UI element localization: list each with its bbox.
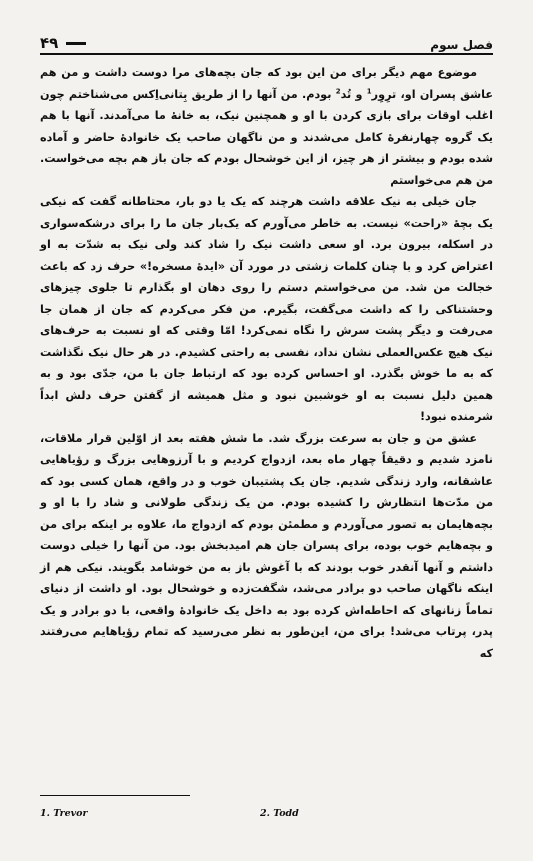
footnote-ref: 2 xyxy=(335,86,341,95)
header-dash xyxy=(66,42,86,45)
paragraph: عشق من و جان به سرعت بزرگ شد. ما شش هفته بعد از اوّلین قرار ملاقات، نامزد شدیم و دقیقاً چهار ماه بعد، ازدواج کردیم و با آرزوهایی بزرگ و رؤیاهایی عاشقانه، وارد زندگی شدیم. جان یک پشتیبان خوب و در واقع، همان کسی بود که من مدّت‌ها انتظارش را کشیده بودم. من یک زندگی طولانی و شاد را با او و بچه‌هایمان به تصور می‌آوردم و مطمئن بودم که ازدواج ما، علاوه بر اینکه برای من و بچه‌هایم خوب بوده، برای پسران جان هم امیدبخش بود. من آنها را خیلی دوست داشتم و آنها آنقدر خوب بودند که با آغوش باز به من خوشامد بگویند. نیکی هم از اینکه ناگهان صاحب دو برادر می‌شد، شگفت‌زده و خوشحال بود. او داشت از دنیای تماماً زنانهای که احاطه‌اش کرده بود به داخل یک خانوادهٔ واقعی، با دو برادر و یک پدر، پرتاب می‌شد! برای من، این‌طور به نظر می‌رسید که تمام رؤیاهایم می‌رفتند که xyxy=(40,431,493,660)
page-number-group xyxy=(40,33,86,52)
footnote-ref: 1 xyxy=(366,86,372,95)
footnotes xyxy=(40,808,493,819)
paragraph: موضوع مهم دیگر برای من این بود که جان بچه‌های مرا دوست داشت و من هم عاشق پسران او، ترِوِر$^1$ و تُد$^2$ بودم. من آنها را از طریق بِتانی‌اِکس می‌شناختم چون اغلب اوقات برای بازی کردن با او و همچنین نیک، به خانهٔ ما می‌آمدند. آنها با هم یک گروه چهارنفرهٔ کامل می‌شدند و من ناگهان صاحب یک خانوادهٔ حاضر و آماده شده بودم و بیشتر از هر چیز، از این خوشحال بودم که جان باز هم بچه می‌خواست. من هم می‌خواستم xyxy=(40,66,494,187)
body-text xyxy=(40,62,493,664)
footnote: 2. Todd xyxy=(260,808,299,819)
page-number: ۴۹ xyxy=(40,34,59,52)
footnote: 1. Trevor xyxy=(40,808,88,819)
running-header xyxy=(40,26,493,52)
footnote-rule xyxy=(40,795,190,796)
chapter-title: فصل سوم xyxy=(430,38,493,52)
paragraph: جان خیلی به نیک علاقه داشت هرچند که یک یا دو بار، محتاطانه گفت که نیکی یک بچهٔ «راحت» نیست. به خاطر می‌آورم که یک‌بار جان ما را برای درشکه‌سواری در اسکله، بیرون برد. او سعی داشت نیک را شاد کند ولی نیک به شدّت به او اعتراض کرد و با چنان کلمات زشتی در مورد آن «ایدهٔ مسخره!» حرف زد که باعث خجالت من شد. من می‌خواستم دستم را روی دهان او بگذارم تا جلوی چیزهای وحشتناکی را که داشت می‌گفت، بگیرم. من فکر می‌کردم که جان از همان جا می‌رفت و دیگر پشت سرش را نگاه نمی‌کرد! امّا وقتی که او نسبت به حرف‌های نیک هیچ عکس‌العملی نشان نداد، نفسی به راحتی کشیدم. در هر حال نیک نگذاشت که به ما خوش بگذرد. او احساس کرده بود که ارتباط جان با من، جدّی بود و به همین دلیل نسبت به او خوشبین نبود و مثل همیشه از گفتن حرف دلش ابداً شرمنده نبود! xyxy=(40,195,493,423)
header-rule xyxy=(40,53,493,55)
